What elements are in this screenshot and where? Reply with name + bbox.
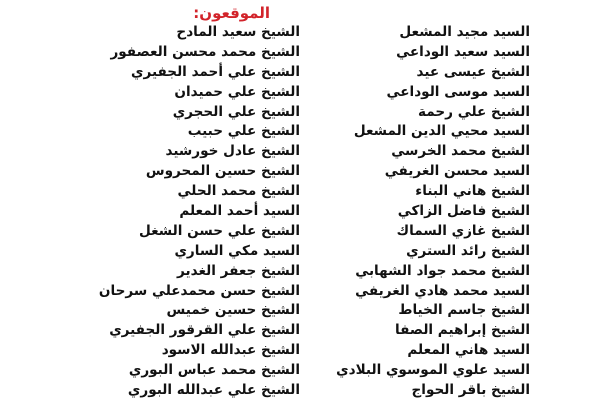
signatory-name: الشيخ باقر الحواج xyxy=(411,382,530,399)
signatory-name: الشيخ سعيد المادح xyxy=(176,24,300,40)
signatory-name: الشيخ محمد محسن العصفور xyxy=(110,43,300,60)
signatory-name: الشيخ غازي السماك xyxy=(396,222,530,239)
signatories-heading: الموقعون: xyxy=(193,4,270,22)
signatory-name: الشيخ علي الحجري xyxy=(172,103,300,120)
signatory-name: السيد مجيد المشعل xyxy=(399,24,530,40)
signatory-name: الشيخ علي حسن الشغل xyxy=(139,222,300,239)
signatory-name: السيد هاني المعلم xyxy=(407,342,530,359)
signatory-name: السيد محسن الغريفي xyxy=(384,163,530,180)
signatory-name: الشيخ فاضل الزاكي xyxy=(397,203,530,220)
signatory-name: الشيخ عادل خورشيد xyxy=(165,143,300,160)
signatory-name: الشيخ علي القرقور الجفيري xyxy=(109,322,300,339)
signatory-name: الشيخ عيسى عيد xyxy=(416,63,530,80)
signatory-name: السيد محيي الدين المشعل xyxy=(353,123,530,140)
signatory-name: الشيخ علي رحمة xyxy=(418,103,530,120)
signatory-name: الشيخ حسن محمدعلي سرحان xyxy=(98,282,300,299)
signatory-name: السيد أحمد المعلم xyxy=(179,203,300,220)
signatory-name: الشيخ جعفر الغدير xyxy=(177,262,300,279)
signatory-name: السيد سعيد الوداعي xyxy=(396,43,530,60)
signatories-columns xyxy=(0,23,600,400)
signatory-name: الشيخ علي أحمد الجفيري xyxy=(131,63,300,80)
signatories-list-right xyxy=(300,23,530,401)
signatory-name: الشيخ علي حميدان xyxy=(174,83,300,100)
signatory-name: الشيخ علي عبدالله البوري xyxy=(127,382,300,399)
signatory-name: الشيخ جاسم الخياط xyxy=(398,302,530,319)
signatory-name: الشيخ محمد عباس البوري xyxy=(128,362,300,379)
signatory-name: السيد مكي الساري xyxy=(174,242,300,259)
signatory-name: الشيخ حسين المحروس xyxy=(145,163,300,180)
signatory-name: الشيخ محمد الحلي xyxy=(177,183,300,200)
signatory-name: الشيخ محمد الخرسي xyxy=(391,143,530,160)
signatory-name: الشيخ علي حبيب xyxy=(187,123,300,140)
signatory-name: الشيخ حسين خميس xyxy=(166,302,300,319)
signatory-name: الشيخ رائد الستري xyxy=(406,242,530,259)
signatory-name: الشيخ محمد جواد الشهابي xyxy=(355,262,530,279)
signatory-name: الشيخ هاني البناء xyxy=(415,183,530,200)
signatory-name: الشيخ إبراهيم الصفا xyxy=(395,322,530,339)
signatories-list-left xyxy=(10,23,300,401)
signatory-name: السيد علوي الموسوي البلادي xyxy=(336,362,530,379)
signatory-name: السيد محمد هادي الغريفي xyxy=(355,282,530,299)
signatory-name: السيد موسى الوداعي xyxy=(386,83,530,100)
signatory-name: الشيخ عبدالله الاسود xyxy=(161,342,300,359)
